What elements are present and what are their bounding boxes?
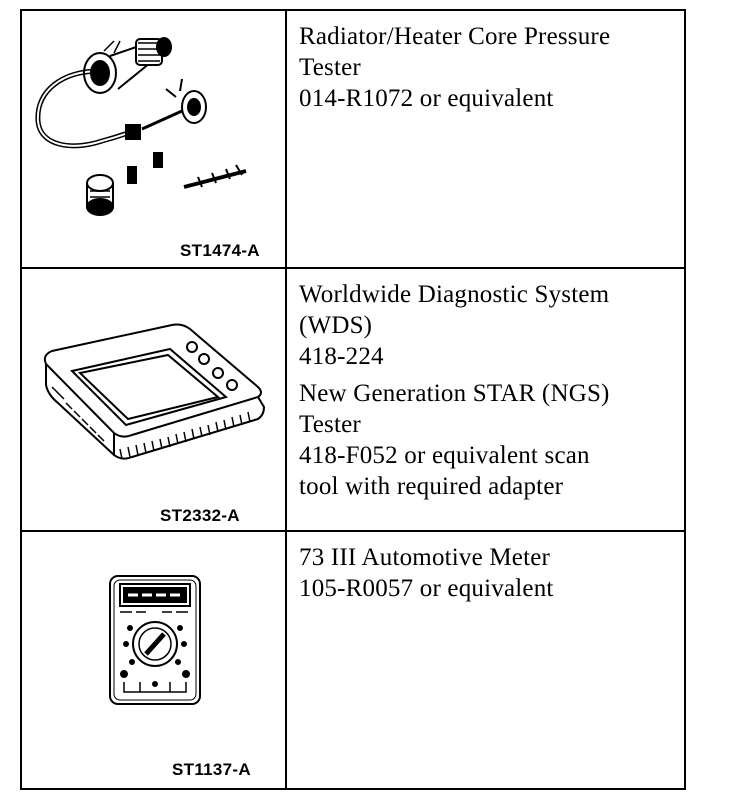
table-row <box>22 532 684 788</box>
description-line: 73 III Automotive Meter <box>299 544 551 571</box>
description-line: tool with required adapter <box>299 473 564 500</box>
description-line: 418-F052 or equivalent scan <box>299 442 590 469</box>
description-line: Tester <box>299 411 361 438</box>
pressure-tester-kit-icon <box>22 11 287 269</box>
table-row <box>22 269 684 532</box>
description-line: Tester <box>299 54 361 81</box>
image-cell <box>22 269 287 530</box>
description-line: Radiator/Heater Core Pressure <box>299 23 611 50</box>
description-cell <box>287 269 684 530</box>
figure-code: ST1137-A <box>172 760 251 779</box>
description-line: Worldwide Diagnostic System <box>299 281 610 308</box>
description-line: (WDS) <box>299 312 373 339</box>
diagnostic-tablet-icon <box>22 269 287 532</box>
description-line: New Generation STAR (NGS) <box>299 380 610 407</box>
figure-code: ST1474-A <box>180 241 260 260</box>
description-line: 014-R1072 or equivalent <box>299 85 554 112</box>
description-line: 105-R0057 or equivalent <box>299 575 554 602</box>
image-cell <box>22 11 287 267</box>
figure-code: ST2332-A <box>160 506 240 525</box>
tool-table <box>20 9 686 790</box>
digital-multimeter-icon <box>22 532 287 790</box>
description-line: 418-224 <box>299 343 384 370</box>
image-cell <box>22 532 287 788</box>
table-row <box>22 11 684 269</box>
description-cell <box>287 11 684 267</box>
description-cell <box>287 532 684 788</box>
